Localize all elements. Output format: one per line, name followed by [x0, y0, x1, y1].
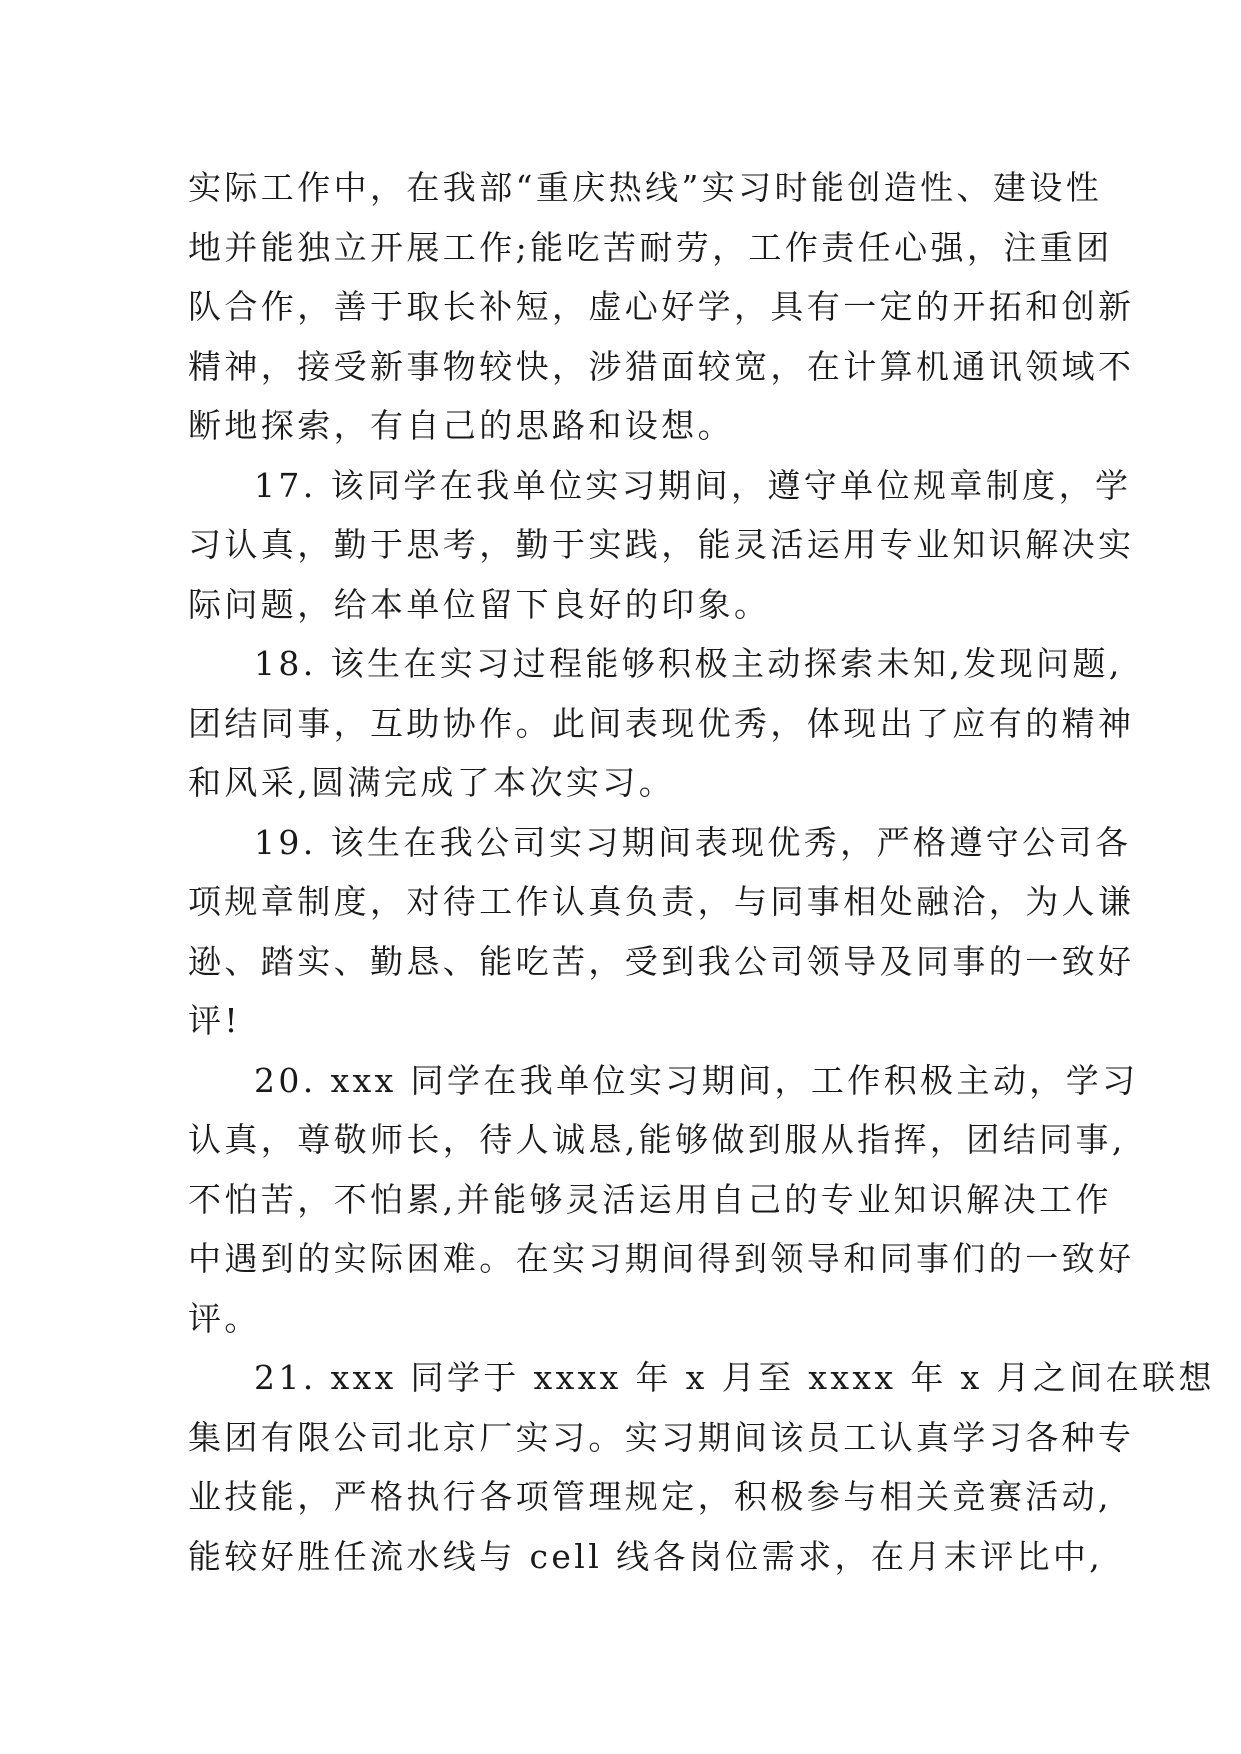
text-line: 集团有限公司北京厂实习。实习期间该员工认真学习各种专	[188, 1417, 1135, 1457]
paragraph-start-line: 21. xxx 同学于 xxxx 年 x 月至 xxxx 年 x 月之间在联想	[254, 1358, 1215, 1397]
text-line: 际问题，给本单位留下良好的印象。	[188, 584, 771, 624]
text-line: 评。	[188, 1298, 261, 1338]
text-line: 地并能独立开展工作;能吃苦耐劳，工作责任心强，注重团	[188, 227, 1113, 267]
text-line: 精神，接受新事物较快，涉猎面较宽，在计算机通讯领域不	[188, 346, 1135, 386]
paragraph-start-line: 17. 该同学在我单位实习期间，遵守单位规章制度，学	[254, 465, 1132, 505]
text-line: 团结同事，互助协作。此间表现优秀，体现出了应有的精神	[188, 703, 1135, 743]
text-line: 队合作，善于取长补短，虚心好学，具有一定的开拓和创新	[188, 287, 1135, 326]
text-line: 实际工作中，在我部“重庆热线”实习时能创造性、建设性	[188, 168, 1103, 207]
text-line: 习认真，勤于思考，勤于实践，能灵活运用专业知识解决实	[188, 525, 1135, 564]
text-line: 中遇到的实际困难。在实习期间得到领导和同事们的一致好	[188, 1239, 1135, 1278]
text-line: 不怕苦，不怕累,并能够灵活运用自己的专业知识解决工作	[188, 1179, 1112, 1219]
text-line: 能较好胜任流水线与 cell 线各岗位需求，在月末评比中,	[188, 1536, 1104, 1576]
paragraph-start-line: 20. xxx 同学在我单位实习期间，工作积极主动，学习	[254, 1060, 1139, 1100]
text-line: 项规章制度，对待工作认真负责，与同事相处融洽，为人谦	[188, 882, 1135, 921]
text-line: 和风采,圆满完成了本次实习。	[188, 763, 676, 802]
text-line: 逊、踏实、勤恳、能吃苦，受到我公司领导及同事的一致好	[188, 941, 1135, 981]
text-line: 断地探索，有自己的思路和设想。	[188, 406, 734, 445]
text-line: 评!	[188, 1001, 242, 1040]
text-line: 认真，尊敬师长，待人诚恳,能够做到服从指挥，团结同事,	[188, 1120, 1126, 1159]
text-line: 业技能，严格执行各项管理规定，积极参与相关竞赛活动,	[188, 1477, 1112, 1516]
paragraph-start-line: 18. 该生在实习过程能够积极主动探索未知,发现问题,	[254, 644, 1123, 683]
paragraph-start-line: 19. 该生在我公司实习期间表现优秀，严格遵守公司各	[254, 822, 1132, 862]
document-body	[188, 158, 1215, 1586]
